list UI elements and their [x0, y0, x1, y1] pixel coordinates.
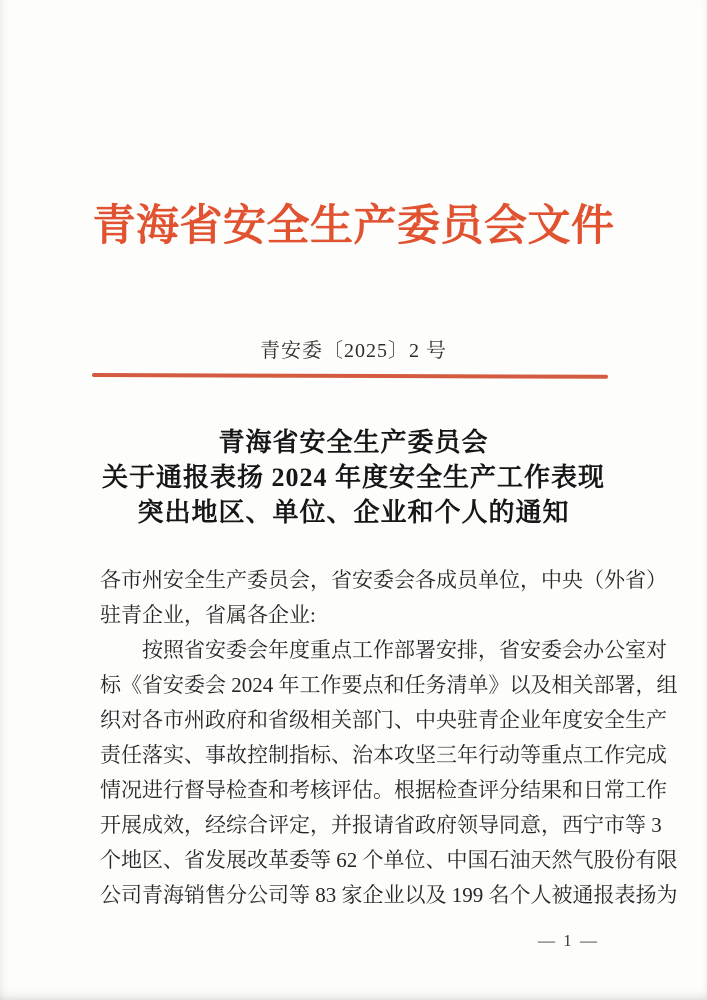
body-line: 驻青企业，省属各企业: — [100, 603, 316, 627]
notice-title-line-3: 突出地区、单位、企业和个人的通知 — [137, 498, 570, 527]
document-number: 青安委〔2025〕2 号 — [260, 340, 447, 362]
page-number: — 1 — — [538, 931, 599, 950]
body-line: 开展成效，经综合评定，并报请省政府领导同意，西宁市等 3 — [100, 813, 662, 837]
body-line: 标《省安委会 2024 年工作要点和任务清单》以及相关部署，组 — [100, 673, 678, 697]
notice-title — [0, 425, 707, 530]
body-line: 各市州安全生产委员会，省安委会各成员单位，中央（外省） — [100, 568, 667, 592]
red-separator-line — [92, 373, 608, 379]
notice-title-line-1: 青海省安全生产委员会 — [218, 428, 489, 457]
notice-title-line-2: 关于通报表扬 2024 年度安全生产工作表现 — [101, 463, 605, 492]
notice-body — [100, 563, 678, 913]
body-line: 个地区、省发展改革委等 62 个单位、中国石油天然气股份有限 — [100, 848, 678, 872]
red-header-banner: 青海省安全生产委员会文件 — [92, 203, 615, 250]
body-line: 责任落实、事故控制指标、治本攻坚三年行动等重点工作完成 — [100, 743, 667, 767]
body-line: 公司青海销售分公司等 83 家企业以及 199 名个人被通报表扬为 — [100, 883, 678, 907]
body-line: 情况进行督导检查和考核评估。根据检查评分结果和日常工作 — [100, 778, 667, 802]
body-line: 织对各市州政府和省级相关部门、中央驻青企业年度安全生产 — [100, 708, 667, 732]
body-line: 按照省安委会年度重点工作部署安排，省安委会办公室对 — [142, 638, 667, 662]
